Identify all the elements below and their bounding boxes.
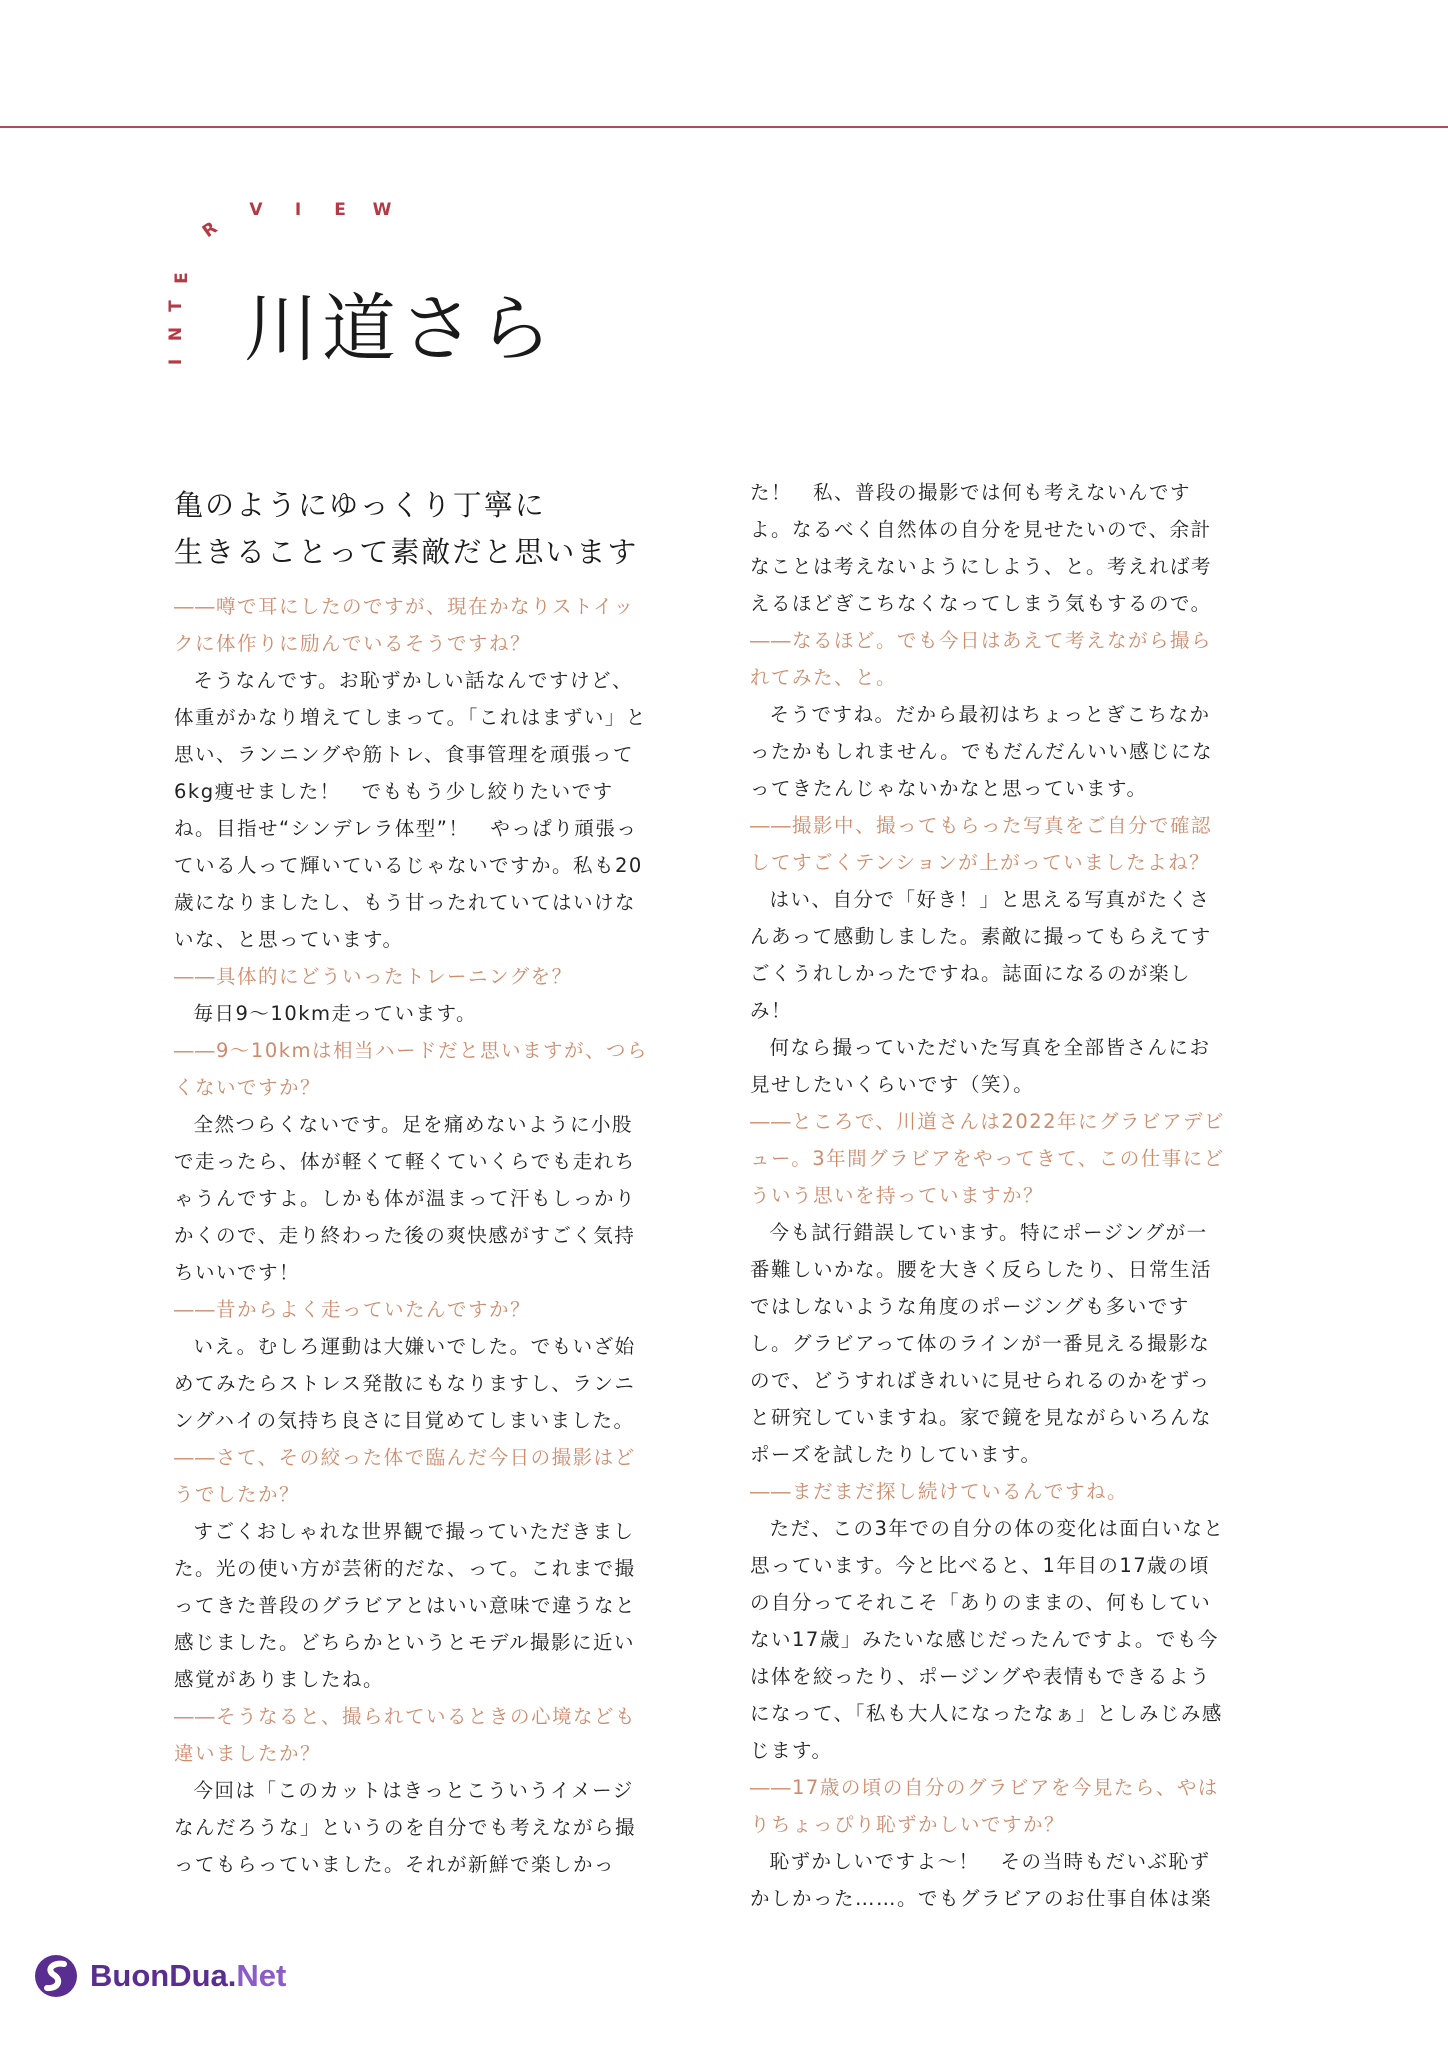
- interview-answer: 今回は「このカットはきっとこういうイメージなんだろうな」というのを自分でも考えながら撮ってもらっていました。それが新鮮で楽しかっ: [174, 1779, 637, 1876]
- interview-question: ――撮影中、撮ってもらった写真をご自分で確認してすごくテンションが上がっていましたよね？: [750, 814, 1213, 874]
- interview-answer: そうですね。だから最初はちょっとぎこちなかったかもしれません。でもだんだんいい感じになってきたんじゃないかなと思っています。: [750, 703, 1214, 800]
- interview-question: ――さて、その絞った体で臨んだ今日の撮影はどうでしたか？: [174, 1446, 636, 1506]
- interview-label-letter: I: [294, 200, 302, 220]
- right-body: [750, 474, 1226, 1917]
- interview-label-letter: E: [172, 272, 192, 284]
- interview-answer: 恥ずかしいですよ〜！ その当時もだいぶ恥ずかしかった……。でもグラビアのお仕事自体は楽: [750, 1850, 1213, 1910]
- interview-answer: ただ、この3年での自分の体の変化は面白いなと思っています。今と比べると、1年目の17歳の頃の自分ってそれこそ「ありのままの、何もしていない17歳」みたいな感じだったんですよ。でも今は体を絞ったり、ポージングや表情もできるようになって、「私も大人になったなぁ」としみじみ感じます。: [750, 1517, 1225, 1762]
- watermark-text: BuonDua.Net: [90, 1958, 287, 1993]
- interview-question: ――そうなると、撮られているときの心境なども違いましたか？: [174, 1705, 637, 1765]
- interview-question: ――まだまだ探し続けているんですね。: [750, 1480, 1129, 1503]
- interview-label-letter: I: [166, 358, 186, 366]
- top-rule: [0, 126, 1448, 128]
- interview-question: ――ところで、川道さんは2022年にグラビアデビュー。3年間グラビアをやってきて、この仕事にどういう思いを持っていますか？: [750, 1110, 1226, 1207]
- headline-line: 亀のようにゆっくり丁寧に: [174, 488, 546, 522]
- interview-label-letter: E: [334, 200, 346, 220]
- interview-answer: 何なら撮っていただいた写真を全部皆さんにお見せしたいくらいです（笑）。: [750, 1036, 1211, 1096]
- interview-question: ――9〜10kmは相当ハードだと思いますが、つらくないですか？: [174, 1039, 649, 1099]
- interview-answer: た！ 私、普段の撮影では何も考えないんですよ。なるべく自然体の自分を見せたいので、余計なことは考えないようにしよう、と。考えれば考えるほどぎこちなくなってしまう気もするので。: [750, 481, 1213, 615]
- interview-answer: はい、自分で「好き！」と思える写真がたくさんあって感動しました。素敵に撮ってもらえてすごくうれしかったですね。誌面になるのが楽しみ！: [750, 888, 1212, 1022]
- interview-question: ――噂で耳にしたのですが、現在かなりストイックに体作りに励んでいるそうですね？: [174, 595, 635, 655]
- headline: [174, 482, 650, 576]
- interview-label-letter: T: [166, 300, 186, 312]
- interview-answer: すごくおしゃれな世界観で撮っていただきました。光の使い方が芸術的だな、って。これまで撮ってきた普段のグラビアとはいい意味で違うなと感じました。どちらかというとモデル撮影に近い感覚がありましたね。: [174, 1520, 637, 1691]
- interview-label-letter: W: [372, 200, 392, 220]
- right-column: [750, 474, 1226, 1917]
- headline-line: 生きることって素敵だと思います: [174, 535, 639, 569]
- interview-question: ――なるほど。でも今日はあえて考えながら撮られてみた、と。: [750, 629, 1213, 689]
- interview-answer: 全然つらくないです。足を痛めないように小股で走ったら、体が軽くて軽くていくらでも走れちゃうんですよ。しかも体が温まって汗もしっかりかくので、走り終わった後の爽快感がすごく気持ちいいです！: [174, 1113, 637, 1284]
- interview-label-letter: N: [166, 326, 186, 342]
- watermark-logo: [34, 1954, 286, 1998]
- buondua-logo-icon: [34, 1954, 78, 1998]
- interview-answer: 今も試行錯誤しています。特にポージングが一番難しいかな。腰を大きく反らしたり、日常生活ではしないような角度のポージングも多いですし。グラビアって体のラインが一番見える撮影なので、どうすればきれいに見せられるのかをずっと研究していますね。家で鏡を見ながらいろんなポーズを試したりしています。: [750, 1221, 1213, 1466]
- interview-answer: 毎日9〜10km走っています。: [193, 1002, 477, 1025]
- interviewee-name: 川道さら: [244, 286, 556, 372]
- interview-answer: いえ。むしろ運動は大嫌いでした。でもいざ始めてみたらストレス発散にもなりますし、ランニングハイの気持ち良さに目覚めてしまいました。: [174, 1335, 636, 1432]
- interview-answer: そうなんです。お恥ずかしい話なんですけど、体重がかなり増えてしまって。「これはまずい」と思い、ランニングや筋トレ、食事管理を頑張って6kg痩せました！ でももう少し絞りたいですね。目指せ“シンデレラ体型”！ やっぱり頑張っている人って輝いているじゃないですか。私も20歳になりましたし、もう甘ったれていてはいけないな、と思っています。: [174, 669, 647, 951]
- interview-question: ――具体的にどういったトレーニングを？: [174, 965, 573, 988]
- interview-label-letter: V: [249, 200, 263, 220]
- interview-label-letter: R: [198, 218, 222, 242]
- left-body: [174, 588, 650, 1883]
- interview-question: ――17歳の頃の自分のグラビアを今見たら、やはりちょっぴり恥ずかしいですか？: [750, 1776, 1219, 1836]
- left-column: [174, 474, 650, 1883]
- interview-question: ――昔からよく走っていたんですか？: [174, 1298, 532, 1321]
